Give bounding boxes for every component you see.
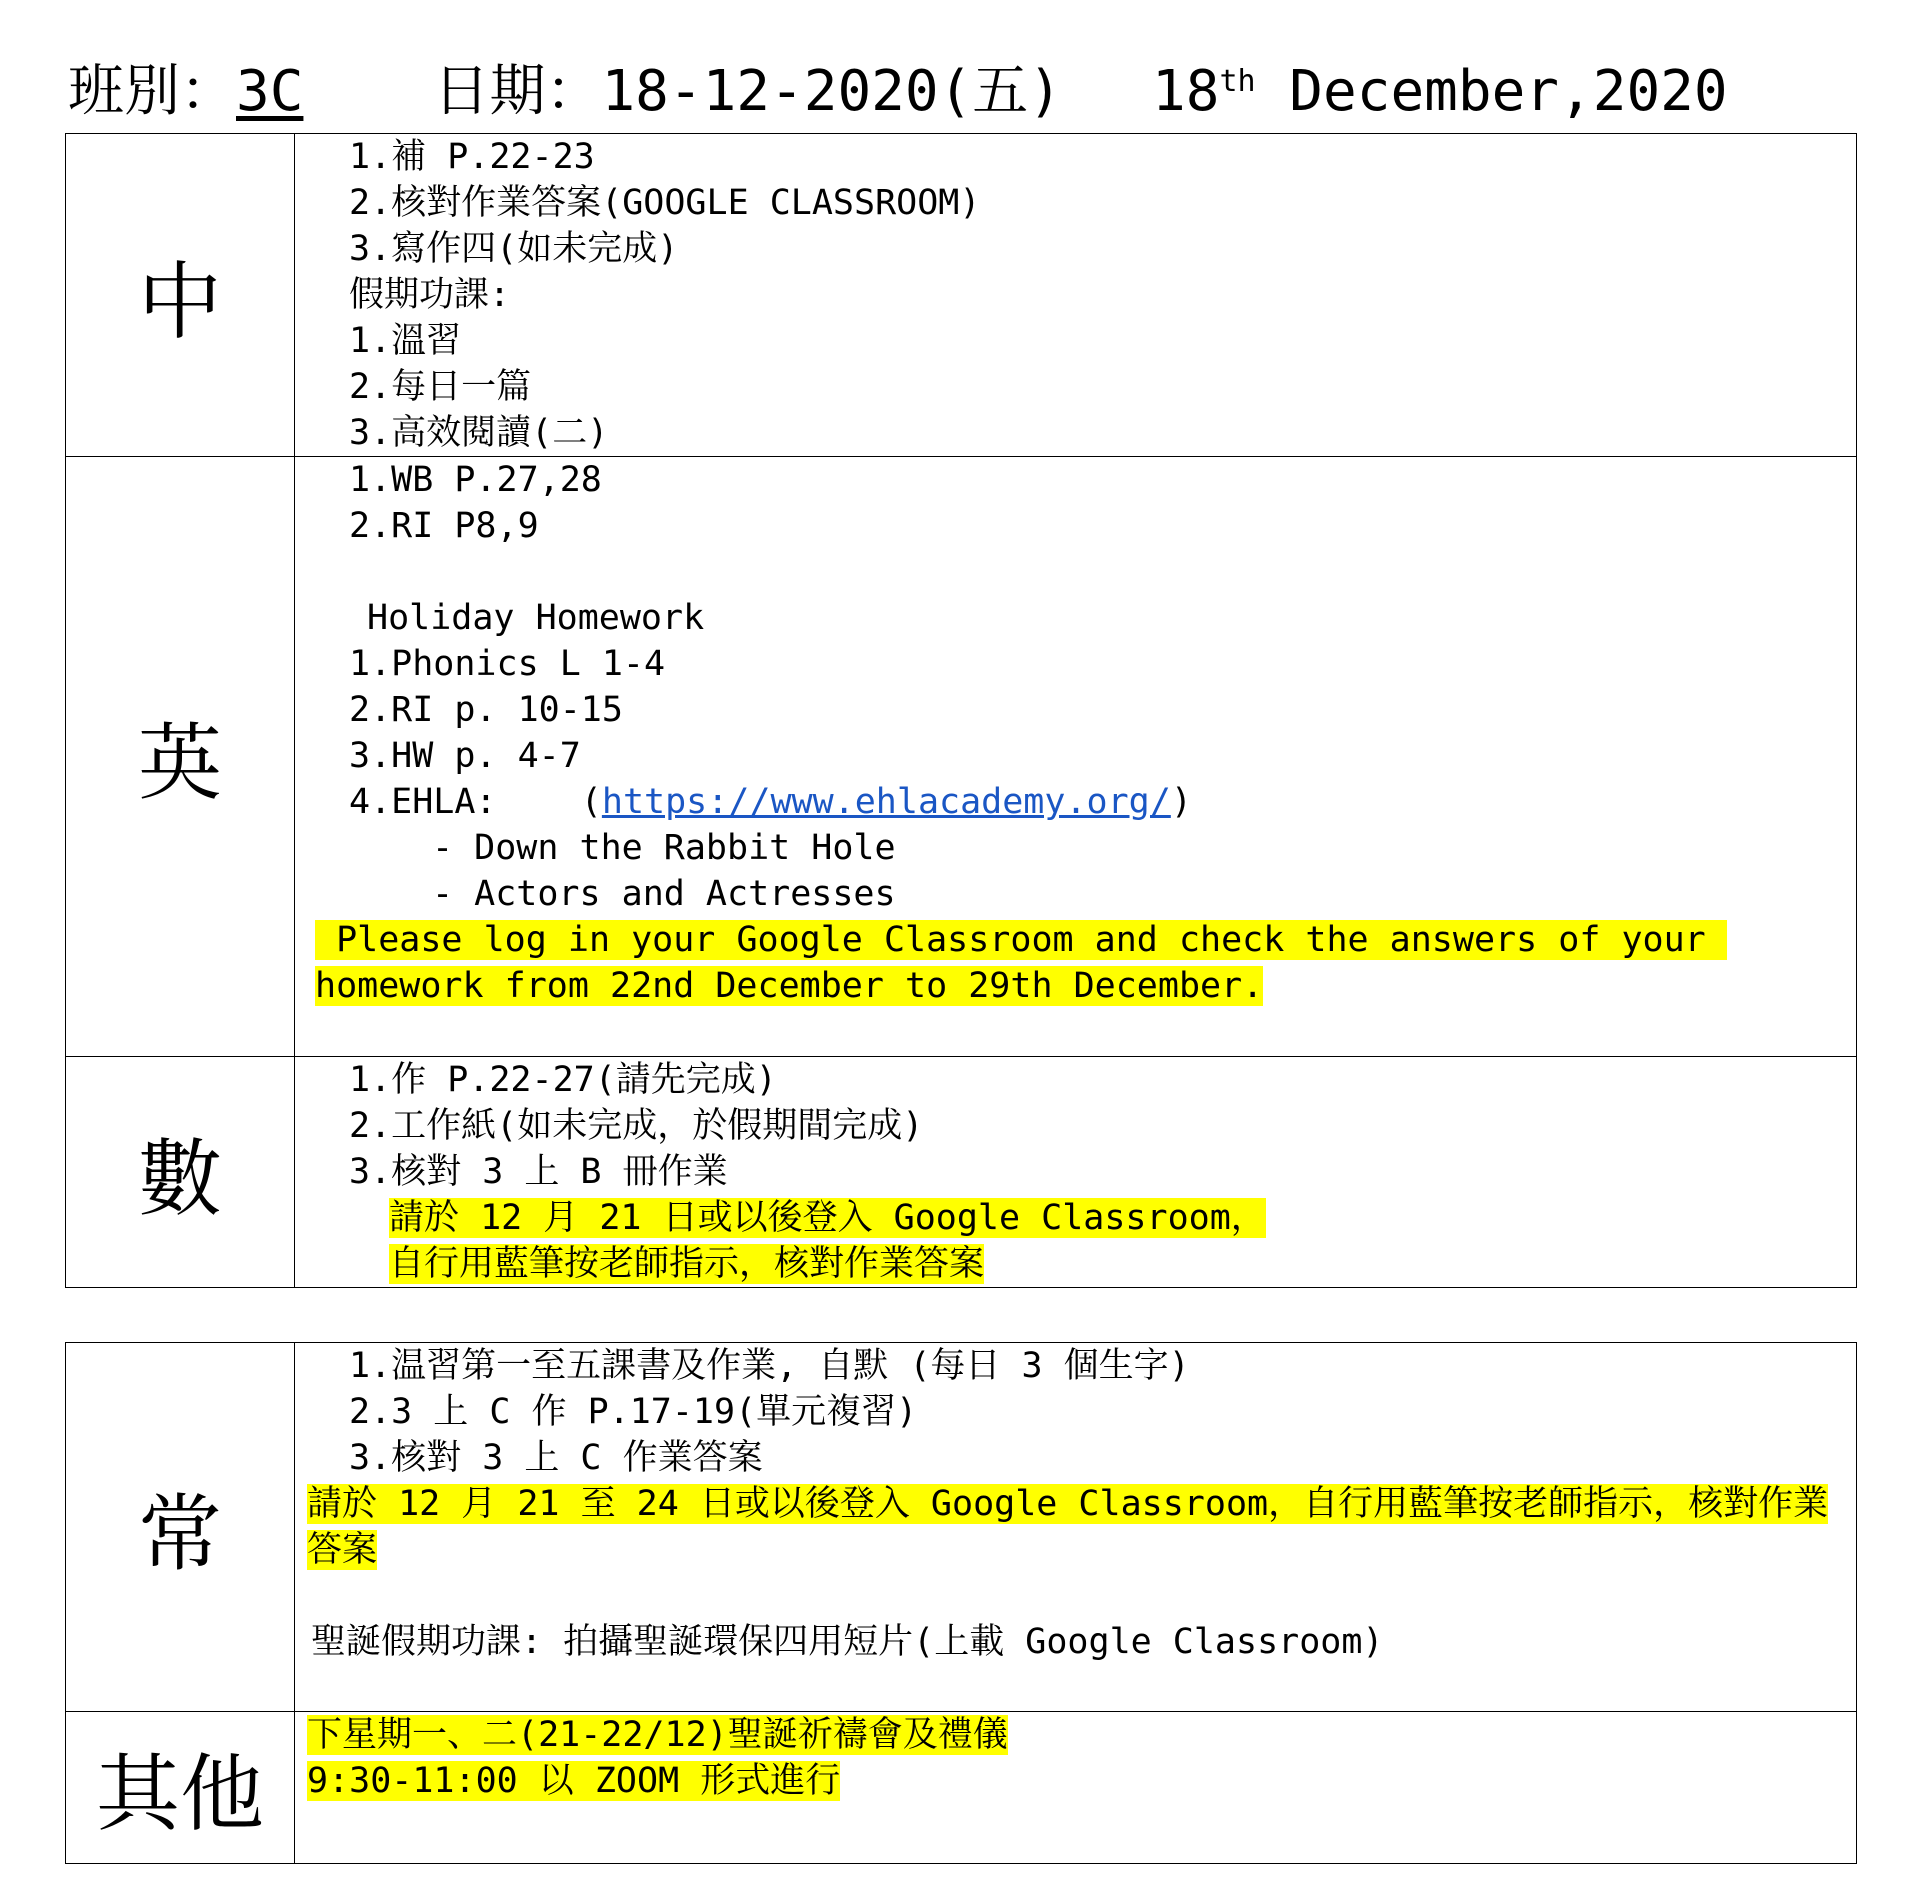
- list-item: - Actors and Actresses: [432, 874, 896, 914]
- list-item: 4.EHLA: (https://www.ehlacademy.org/): [349, 782, 1192, 822]
- others-content: [295, 1712, 1857, 1864]
- english-content: [295, 457, 1857, 1057]
- math-highlight-note-1: 請於 12 月 21 日或以後登入 Google Classroom，: [389, 1198, 1266, 1238]
- list-item: 2.RI P8,9: [349, 506, 539, 546]
- others-row: [66, 1712, 1857, 1864]
- gs-holiday-homework: 聖誕假期功課: 拍攝聖誕環保四用短片(上載 Google Classroom): [311, 1622, 1384, 1662]
- math-highlight-note-2: 自行用藍筆按老師指示，核對作業答案: [389, 1244, 985, 1284]
- list-item: 1.作 P.22-27(請先完成): [349, 1060, 777, 1100]
- list-item: - Down the Rabbit Hole: [432, 828, 896, 868]
- others-highlight-note-2: 9:30-11:00 以 ZOOM 形式進行: [307, 1761, 841, 1801]
- list-item: 3.核對 3 上 B 冊作業: [349, 1152, 728, 1192]
- english-highlight-note: Please log in your Google Classroom and check the answers of your homework from 22nd December to 29th December.: [315, 920, 1727, 1006]
- list-item: 2.核對作業答案(GOOGLE CLASSROOM): [349, 183, 981, 223]
- ehla-link[interactable]: https://www.ehlacademy.org/: [601, 782, 1171, 822]
- list-item: 2.RI p. 10-15: [349, 690, 623, 730]
- list-item: 1.溫習: [349, 321, 462, 361]
- holiday-homework-heading: Holiday Homework: [367, 598, 705, 638]
- class-label: 班別：: [68, 59, 236, 124]
- homework-table-2: [65, 1342, 1857, 1864]
- list-item: 2.3 上 C 作 P.17-19(單元複習): [349, 1392, 918, 1432]
- date-english-rest: December,2020: [1255, 59, 1728, 124]
- date-english-day: 18: [1152, 59, 1220, 124]
- list-item: 2.每日一篇: [349, 367, 532, 407]
- list-item: 3.寫作四(如未完成): [349, 229, 679, 269]
- page-header: [68, 52, 1728, 132]
- chinese-content: [295, 134, 1857, 457]
- others-highlight-note-1: 下星期一、二(21-22/12)聖誕祈禱會及禮儀: [307, 1715, 1008, 1755]
- list-item: 3.核對 3 上 C 作業答案: [349, 1438, 763, 1478]
- list-item: 假期功課:: [349, 275, 511, 315]
- list-item: 3.高效閱讀(二): [349, 413, 609, 453]
- math-row: [66, 1057, 1857, 1288]
- subject-english: 英: [66, 457, 295, 1057]
- date-value: 18-12-2020(五): [601, 59, 1063, 124]
- list-item: 1.Phonics L 1-4: [349, 644, 666, 684]
- subject-general-studies: 常: [66, 1343, 295, 1712]
- list-item: 1.WB P.27,28: [349, 460, 602, 500]
- list-item: 1.温習第一至五課書及作業, 自默 (每日 3 個生字): [349, 1346, 1190, 1386]
- subject-math: 數: [66, 1057, 295, 1288]
- gs-content: [295, 1343, 1857, 1712]
- subject-others: 其他: [66, 1712, 295, 1864]
- list-item: 3.HW p. 4-7: [349, 736, 581, 776]
- list-item: 1.補 P.22-23: [349, 137, 595, 177]
- list-item: 2.工作紙(如未完成，於假期間完成): [349, 1106, 924, 1146]
- subject-chinese: 中: [66, 134, 295, 457]
- gs-highlight-note: 請於 12 月 21 至 24 日或以後登入 Google Classroom，自行用藍筆按老師指示，核對作業答案: [307, 1484, 1829, 1570]
- date-english-suffix: th: [1219, 64, 1256, 99]
- date-label: 日期：: [433, 59, 602, 124]
- chinese-row: [66, 134, 1857, 457]
- chinese-lines: [307, 134, 1846, 456]
- homework-table-1: [65, 133, 1857, 1288]
- english-row: [66, 457, 1857, 1057]
- gs-row: [66, 1343, 1857, 1712]
- class-value: 3C: [236, 59, 304, 124]
- math-content: [295, 1057, 1857, 1288]
